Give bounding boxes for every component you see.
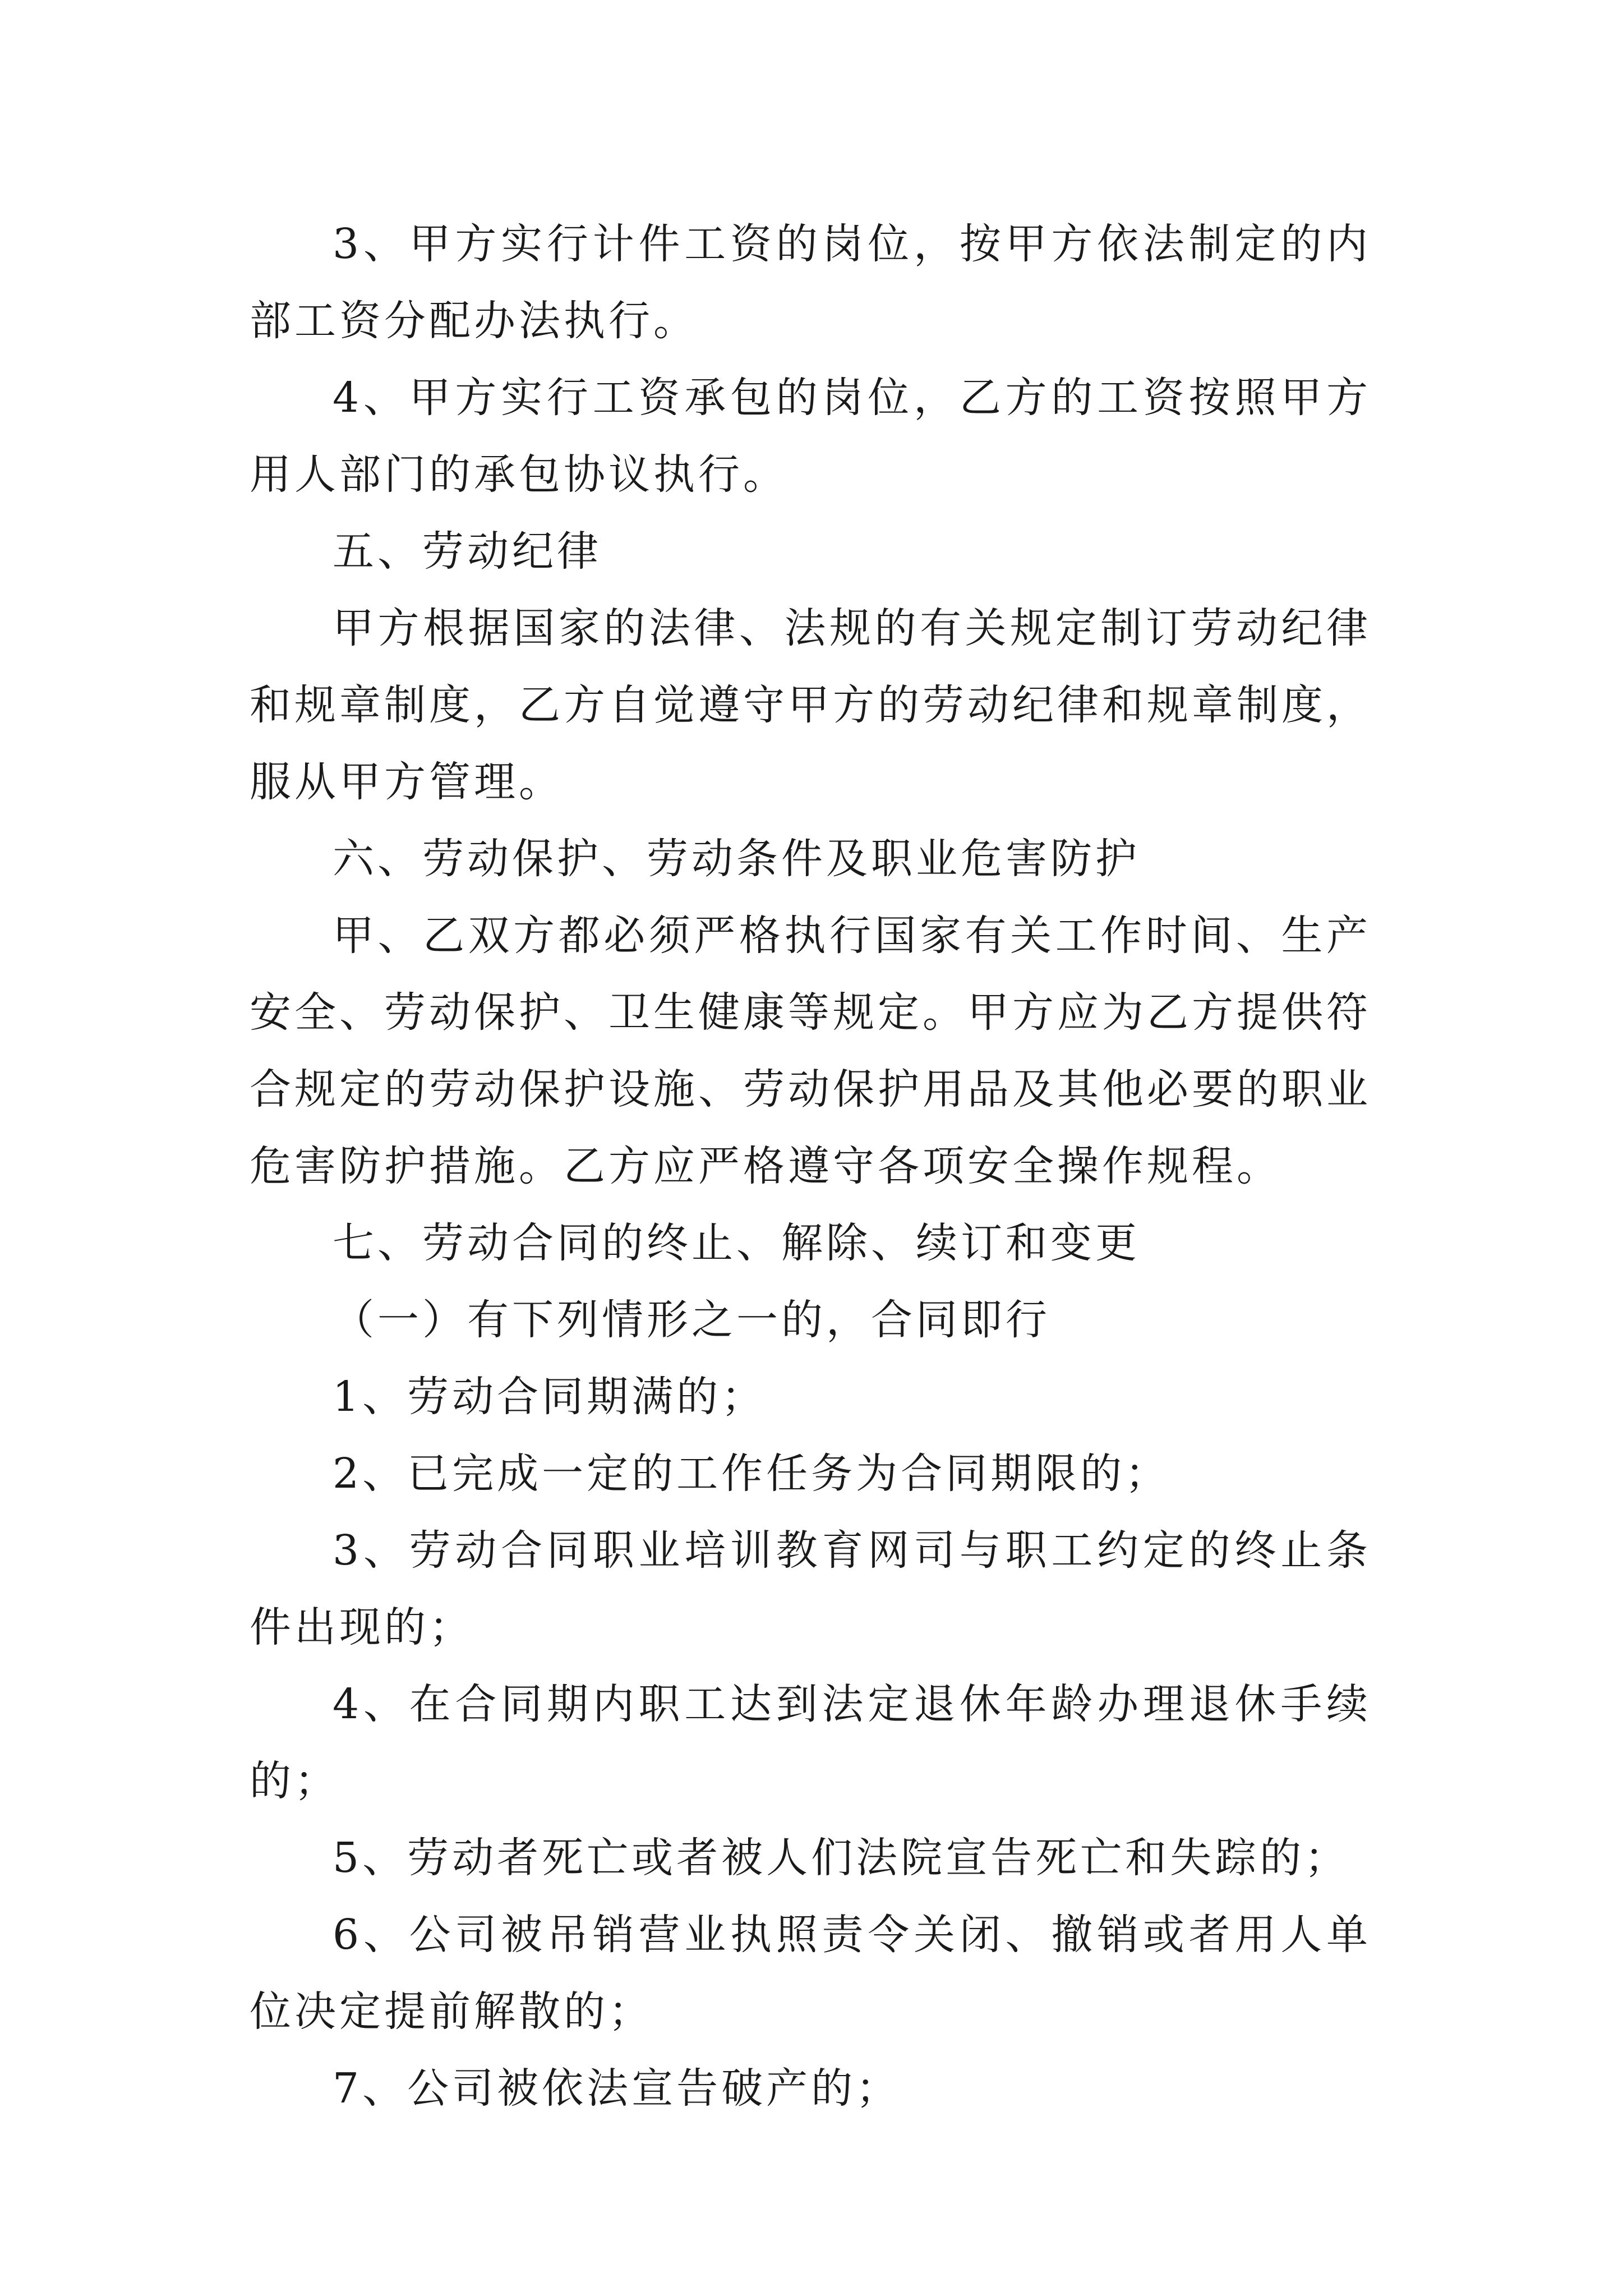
paragraph-labor-protection: 甲、乙双方都必须严格执行国家有关工作时间、生产安全、劳动保护、卫生健康等规定。甲方应为乙方提供符合规定的劳动保护设施、劳动保护用品及其他必要的职业危害防护措施。乙方应严格遵守各项安全操作规程。 <box>250 912 1371 1190</box>
subsection-heading-termination-cases: （一）有下列情形之一的，合同即行 <box>333 1296 1050 1344</box>
paragraph-wage-contracting: 4、甲方实行工资承包的岗位，乙方的工资按照甲方用人部门的承包协议执行。 <box>250 374 1371 499</box>
list-item-7: 7、公司被依法宣告破产的； <box>333 2064 901 2113</box>
list-item-3: 3、劳动合同职业培训教育网司与职工约定的终止条件出现的； <box>250 1526 1371 1651</box>
paragraph-labor-discipline: 甲方根据国家的法律、法规的有关规定制订劳动纪律和规章制度，乙方自觉遵守甲方的劳动纪律和规章制度，服从甲方管理。 <box>250 604 1371 806</box>
section-heading-contract-termination: 七、劳动合同的终止、解除、续订和变更 <box>333 1219 1140 1267</box>
list-item-1: 1、劳动合同期满的； <box>333 1373 767 1421</box>
list-item-5: 5、劳动者死亡或者被人们法院宣告死亡和失踪的； <box>333 1834 1350 1882</box>
document-body <box>250 206 1371 2127</box>
list-item-4: 4、在合同期内职工达到法定退休年龄办理退休手续的； <box>250 1680 1371 1805</box>
list-item-2: 2、已完成一定的工作任务为合同期限的； <box>333 1450 1170 1498</box>
section-heading-labor-protection: 六、劳动保护、劳动条件及职业危害防护 <box>333 835 1140 883</box>
paragraph-wage-piecework: 3、甲方实行计件工资的岗位，按甲方依法制定的内部工资分配办法执行。 <box>250 220 1371 345</box>
section-heading-labor-discipline: 五、劳动纪律 <box>333 527 602 576</box>
list-item-6: 6、公司被吊销营业执照责令关闭、撤销或者用人单位决定提前解散的； <box>250 1911 1371 2036</box>
